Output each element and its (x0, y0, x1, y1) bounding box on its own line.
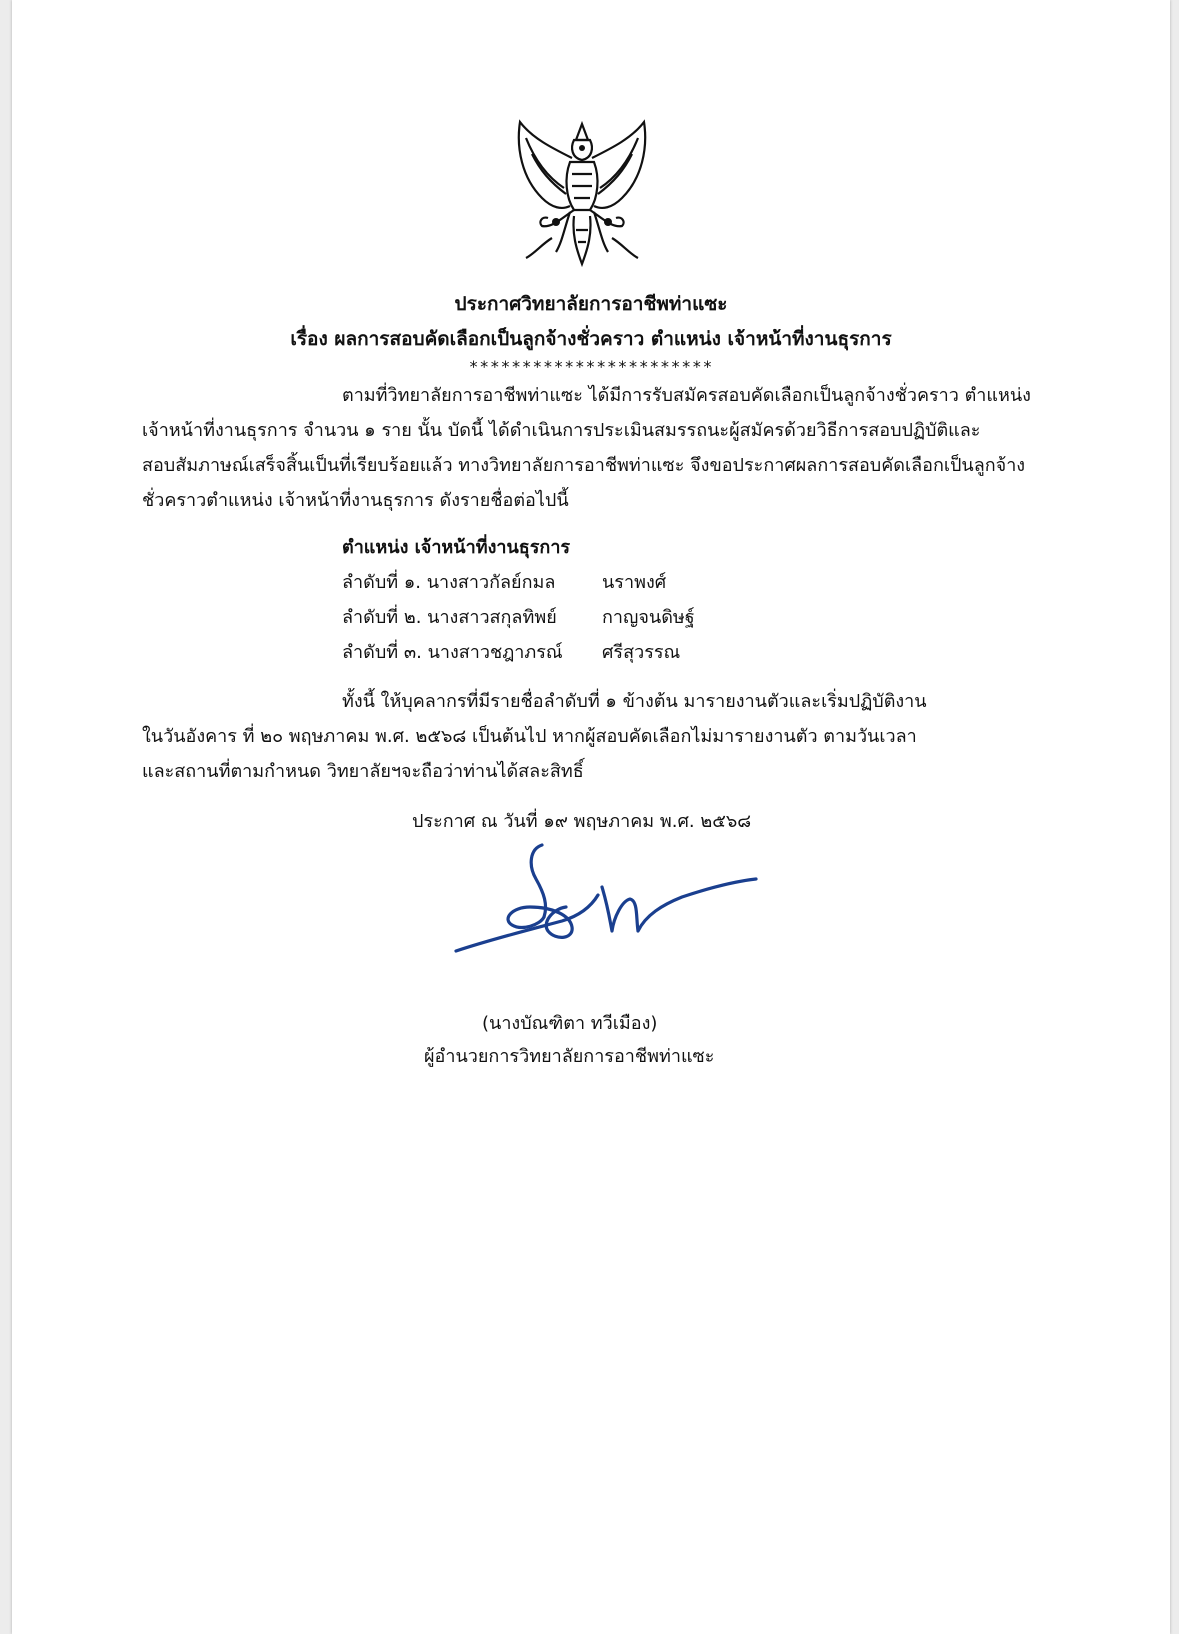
rank-1-surname: นราพงศ์ (602, 572, 667, 593)
paragraph-2-line-1: ทั้งนี้ ให้บุคลากรที่มีรายชื่อลำดับที่ ๑ ข้างต้น มารายงานตัวและเริ่มปฏิบัติงาน (342, 691, 927, 712)
signatory-title: ผู้อำนวยการวิทยาลัยการอาชีพท่าแซะ (424, 1046, 715, 1067)
position-heading: ตำแหน่ง เจ้าหน้าที่งานธุรการ (342, 537, 571, 558)
garuda-emblem-icon (512, 118, 652, 268)
rank-3-surname: ศรีสุวรรณ (602, 642, 681, 663)
announcement-date: ประกาศ ณ วันที่ ๑๙ พฤษภาคม พ.ศ. ๒๕๖๘ (412, 811, 752, 832)
rank-2-surname: กาญจนดิษฐ์ (602, 607, 695, 628)
paragraph-1-line-2: เจ้าหน้าที่งานธุรการ จำนวน ๑ ราย นั้น บัดนี้ ได้ดำเนินการประเมินสมรรถนะผู้สมัครด้วยวิธีการสอบปฏิบัติและ (142, 420, 981, 441)
paragraph-1-line-1: ตามที่วิทยาลัยการอาชีพท่าแซะ ได้มีการรับสมัครสอบคัดเลือกเป็นลูกจ้างชั่วคราว ตำแหน่ง (342, 385, 1031, 406)
signatory-name: (นางบัณฑิตา ทวีเมือง) (482, 1013, 658, 1034)
paragraph-2-line-2: ในวันอังคาร ที่ ๒๐ พฤษภาคม พ.ศ. ๒๕๖๘ เป็นต้นไป หากผู้สอบคัดเลือกไม่มารายงานตัว ตามวันเวลา (142, 726, 917, 747)
separator-line: *********************** (468, 357, 714, 376)
rank-1-name: ลำดับที่ ๑. นางสาวกัลย์กมล (342, 572, 556, 593)
announcement-subject: เรื่อง ผลการสอบคัดเลือกเป็นลูกจ้างชั่วคราว ตำแหน่ง เจ้าหน้าที่งานธุรการ (290, 328, 892, 350)
paragraph-1-line-4: ชั่วคราวตำแหน่ง เจ้าหน้าที่งานธุรการ ดังรายชื่อต่อไปนี้ (142, 490, 569, 511)
rank-2-name: ลำดับที่ ๒. นางสาวสกุลทิพย์ (342, 607, 557, 628)
rank-3-name: ลำดับที่ ๓. นางสาวชฎาภรณ์ (342, 642, 563, 663)
signature-image (452, 835, 772, 965)
paragraph-2-line-3: และสถานที่ตามกำหนด วิทยาลัยฯจะถือว่าท่านได้สละสิทธิ์ (142, 761, 584, 782)
announcement-header: ประกาศวิทยาลัยการอาชีพท่าแซะ (454, 293, 728, 315)
paragraph-1-line-3: สอบสัมภาษณ์เสร็จสิ้นเป็นที่เรียบร้อยแล้ว ทางวิทยาลัยการอาชีพท่าแซะ จึงขอประกาศผลการสอบคัดเลือกเป็นลูกจ้าง (142, 455, 1026, 476)
document-page (12, 0, 1170, 1634)
